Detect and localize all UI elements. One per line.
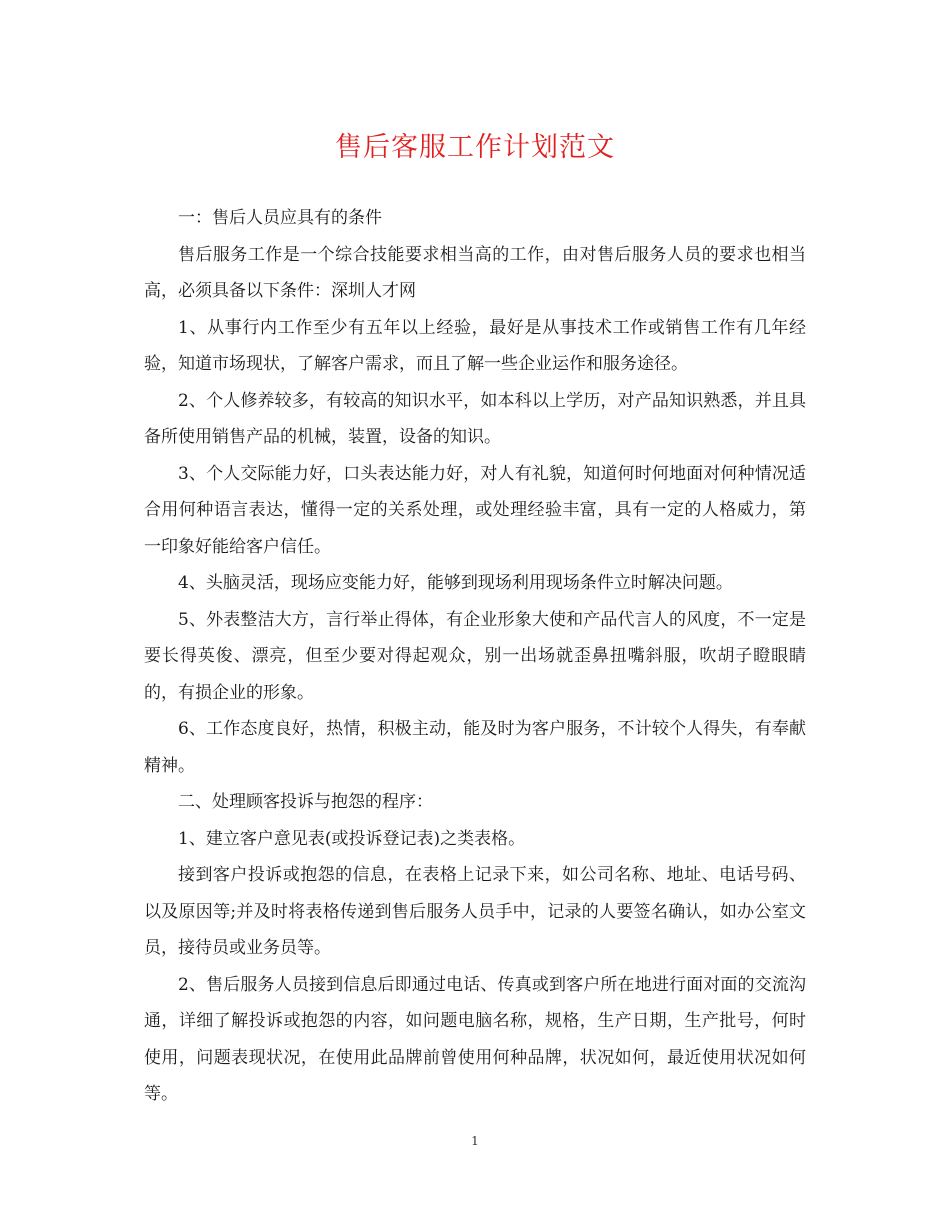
paragraph: 接到客户投诉或抱怨的信息，在表格上记录下来，如公司名称、地址、电话号码、以及原因等;并及时将表格传递到售后服务人员手中，记录的人要签名确认，如办公室文员，接待员或业务员等。 (144, 865, 806, 958)
paragraph: 售后服务工作是一个综合技能要求相当高的工作，由对售后服务人员的要求也相当高，必须具备以下条件：深圳人才网 (144, 244, 806, 301)
list-item: 2、个人修养较多，有较高的知识水平，如本科以上学历，对产品知识熟悉，并且具备所使用销售产品的机械，装置，设备的知识。 (144, 390, 806, 447)
list-item: 5、外表整洁大方，言行举止得体，有企业形象大使和产品代言人的风度，不一定是要长得英俊、漂亮，但至少要对得起观众，别一出场就歪鼻扭嘴斜服，吹胡子瞪眼睛的，有损企业的形象。 (144, 609, 806, 703)
list-item: 2、售后服务人员接到信息后即通过电话、传真或到客户所在地进行面对面的交流沟通，详细了解投诉或抱怨的内容，如问题电脑名称，规格，生产日期，生产批号，何时使用，问题表现状况，在使用此品牌前曾使用何种品牌，状况如何，最近使用状况如何等。 (144, 974, 806, 1104)
list-item: 1、从事行内工作至少有五年以上经验，最好是从事技术工作或销售工作有几年经验，知道市场现状，了解客户需求，而且了解一些企业运作和服务途径。 (144, 317, 806, 374)
list-item: 1、建立客户意见表(或投诉登记表)之类表格。 (178, 828, 526, 849)
section-heading-2: 二、处理顾客投诉与抱怨的程序： (178, 792, 433, 812)
section-heading-1: 一：售后人员应具有的条件 (178, 208, 382, 228)
list-item: 3、个人交际能力好，口头表达能力好，对人有礼貌，知道何时何地面对何种情况适合用何种语言表达，懂得一定的关系处理，或处理经验丰富，具有一定的人格威力，第一印象好能给客户信任。 (144, 463, 806, 557)
document-title: 售后客服工作计划范文 (335, 132, 615, 163)
list-item: 6、工作态度良好，热情，积极主动，能及时为客户服务，不计较个人得失，有奉献精神。 (144, 719, 806, 776)
document-body (144, 200, 806, 1113)
list-item: 4、头脑灵活，现场应变能力好，能够到现场利用现场条件立时解决问题。 (178, 573, 733, 593)
page-number: 1 (471, 1134, 479, 1148)
